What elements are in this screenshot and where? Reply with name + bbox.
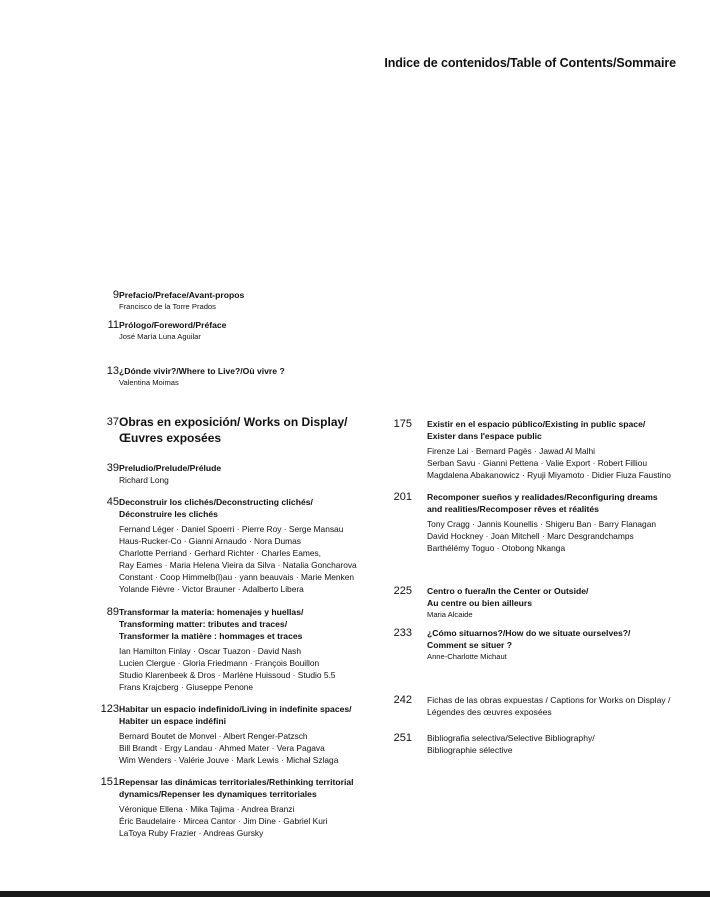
toc-entry-where-to-live[interactable]: [85, 365, 285, 389]
page-number: 225: [393, 585, 412, 597]
artist-list: [427, 518, 658, 554]
entry-title-line: Recomponer sueños y realidades/Reconfiguring dreams: [427, 492, 658, 502]
artist-list: [119, 645, 335, 693]
entry-title-line: ¿Cómo situarnos?/How do we situate ourselves?/: [427, 628, 631, 638]
toc-entry-foreword[interactable]: [85, 319, 226, 343]
artist-line: Yolande Fièvre · Victor Brauner · Adalberto Libera: [119, 584, 304, 594]
entry-title-line: Légendes des œuvres exposées: [427, 707, 552, 717]
toc-entry-preface[interactable]: [85, 289, 244, 313]
artist-list: [119, 730, 352, 766]
page-title: Indice de contenidos/Table of Contents/Sommaire: [384, 56, 676, 70]
artist-line: Firenze Lai · Bernard Pagès · Jawad Al Malhi: [427, 446, 596, 456]
page-number: 123: [100, 703, 119, 715]
artist-line: Véronique Ellena · Mika Tajima · Andrea Branzi: [119, 804, 295, 814]
entry-author: Richard Long: [119, 475, 169, 485]
artist-line: David Hockney · Joan Mitchell · Marc Desgrandchamps: [427, 531, 634, 541]
page-number: 11: [107, 319, 119, 331]
toc-entry-center-or-outside[interactable]: [384, 585, 588, 621]
entry-title: Preludio/Prelude/Prélude: [119, 463, 222, 473]
entry-title-line: Habiter un espace indéfini: [119, 716, 226, 726]
artist-line: Fernand Léger · Daniel Spoerri · Pierre Roy · Serge Mansau: [119, 524, 344, 534]
artist-line: Barthélémy Toguo · Otobong Nkanga: [427, 543, 566, 553]
section-title-line: Œuvres exposées: [119, 431, 222, 445]
entry-author: José María Luna Aguilar: [119, 332, 201, 341]
entry-title-line: Existir en el espacio público/Existing in public space/: [427, 419, 646, 429]
page-number: 13: [106, 365, 119, 377]
toc-entry-deconstructing[interactable]: [85, 496, 357, 595]
artist-line: Charlotte Perriand · Gerhard Richter · Charles Eames,: [119, 548, 322, 558]
artist-line: Bernard Boutet de Monvel · Albert Renger-Patzsch: [119, 731, 308, 741]
section-title-line: Obras en exposición/ Works on Display/: [119, 415, 348, 429]
entry-title-line: Habitar un espacio indefinido/Living in indefinite spaces/: [119, 704, 352, 714]
entry-title-line: and realities/Recomposer rêves et réalités: [427, 504, 599, 514]
page-number: 151: [100, 776, 119, 788]
toc-entry-reconfiguring-dreams[interactable]: [384, 491, 658, 554]
entry-title: ¿Dónde vivir?/Where to Live?/Où vivre ?: [119, 366, 285, 376]
entry-author: Valentina Moimas: [119, 378, 179, 387]
entry-title-line: Deconstruir los clichés/Deconstructing clichés/: [119, 497, 313, 507]
artist-list: [119, 803, 354, 839]
artist-list: [427, 445, 671, 481]
bottom-edge: [0, 891, 710, 897]
artist-line: Éric Baudelaire · Mircea Cantor · Jim Dine · Gabriel Kuri: [119, 816, 328, 826]
entry-title-line: Déconstruire les clichés: [119, 509, 218, 519]
toc-entry-public-space[interactable]: [384, 418, 671, 481]
entry-title-line: Au centre ou bien ailleurs: [427, 598, 533, 608]
entry-title-line: Exister dans l'espace public: [427, 431, 542, 441]
toc-entry-bibliography[interactable]: [384, 732, 595, 756]
entry-title-line: dynamics/Repenser les dynamiques territoriales: [119, 789, 317, 799]
artist-line: Lucien Clergue · Gloria Friedmann · François Bouillon: [119, 658, 320, 668]
artist-line: Ray Eames · Maria Helena Vieira da Silva · Natalia Goncharova: [119, 560, 357, 570]
artist-line: Haus-Rucker-Co · Gianni Arnaudo · Nora Dumas: [119, 536, 301, 546]
entry-title-line: Fichas de las obras expuestas / Captions for Works on Display /: [427, 695, 671, 705]
toc-entry-indefinite-spaces[interactable]: [85, 703, 352, 766]
entry-author: Maria Alcaide: [427, 610, 473, 619]
artist-line: Magdalena Abakanowicz · Ryuji Miyamoto · Didier Fiuza Faustino: [427, 470, 671, 480]
page-number: 251: [393, 732, 412, 744]
entry-title-line: Centro o fuera/In the Center or Outside/: [427, 586, 589, 596]
page-number: 45: [106, 496, 119, 508]
toc-entry-situate-ourselves[interactable]: [384, 627, 630, 663]
entry-author: Francisco de la Torre Prados: [119, 302, 216, 311]
entry-title-line: Transformer la matière : hommages et traces: [119, 631, 303, 641]
page-number: 175: [393, 418, 412, 430]
toc-section-works-on-display[interactable]: [85, 414, 348, 446]
entry-title-line: Transforming matter: tributes and traces/: [119, 619, 288, 629]
page-number: 201: [393, 491, 412, 503]
artist-line: Serban Savu · Gianni Pettena · Valie Export · Robert Filliou: [427, 458, 648, 468]
artist-line: Frans Krajcberg · Giuseppe Penone: [119, 682, 254, 692]
toc-entry-transforming-matter[interactable]: [85, 606, 335, 693]
artist-line: LaToya Ruby Frazier · Andreas Gursky: [119, 828, 264, 838]
page-number: 233: [393, 627, 412, 639]
page-number: 9: [112, 289, 119, 301]
entry-title: Prefacio/Preface/Avant-propos: [119, 290, 245, 300]
page-number: 37: [106, 416, 119, 428]
entry-title-line: Bibliographie sélective: [427, 745, 513, 755]
toc-entry-prelude[interactable]: [85, 462, 221, 486]
entry-title-line: Bibliografia selectiva/Selective Bibliography/: [427, 733, 595, 743]
artist-line: Tony Cragg · Jannis Kounellis · Shigeru Ban · Barry Flanagan: [427, 519, 657, 529]
entry-title-line: Repensar las dinámicas territoriales/Rethinking territorial: [119, 777, 354, 787]
artist-line: Bill Brandt · Ergy Landau · Ahmed Mater · Vera Pagava: [119, 743, 325, 753]
toc-entry-captions[interactable]: [384, 694, 670, 718]
artist-line: Studio Klarenbeek & Dros · Marlène Huissoud · Studio 5.5: [119, 670, 336, 680]
artist-line: Ian Hamilton Finlay · Oscar Tuazon · David Nash: [119, 646, 301, 656]
artist-line: Constant · Coop Himmelb(l)au · yann beauvais · Marie Menken: [119, 572, 355, 582]
entry-title-line: Comment se situer ?: [427, 640, 513, 650]
entry-title-line: Transformar la materia: homenajes y huellas/: [119, 607, 304, 617]
artist-line: Wim Wenders · Valérie Jouve · Mark Lewis · Michał Szlaga: [119, 755, 339, 765]
page-number: 89: [106, 606, 119, 618]
entry-title: Prólogo/Foreword/Préface: [119, 320, 227, 330]
artist-list: [119, 523, 357, 595]
page-number: 39: [106, 462, 119, 474]
page-number: 242: [393, 694, 412, 706]
entry-author: Anne-Charlotte Michaut: [427, 652, 507, 661]
toc-entry-territorial-dynamics[interactable]: [85, 776, 354, 839]
